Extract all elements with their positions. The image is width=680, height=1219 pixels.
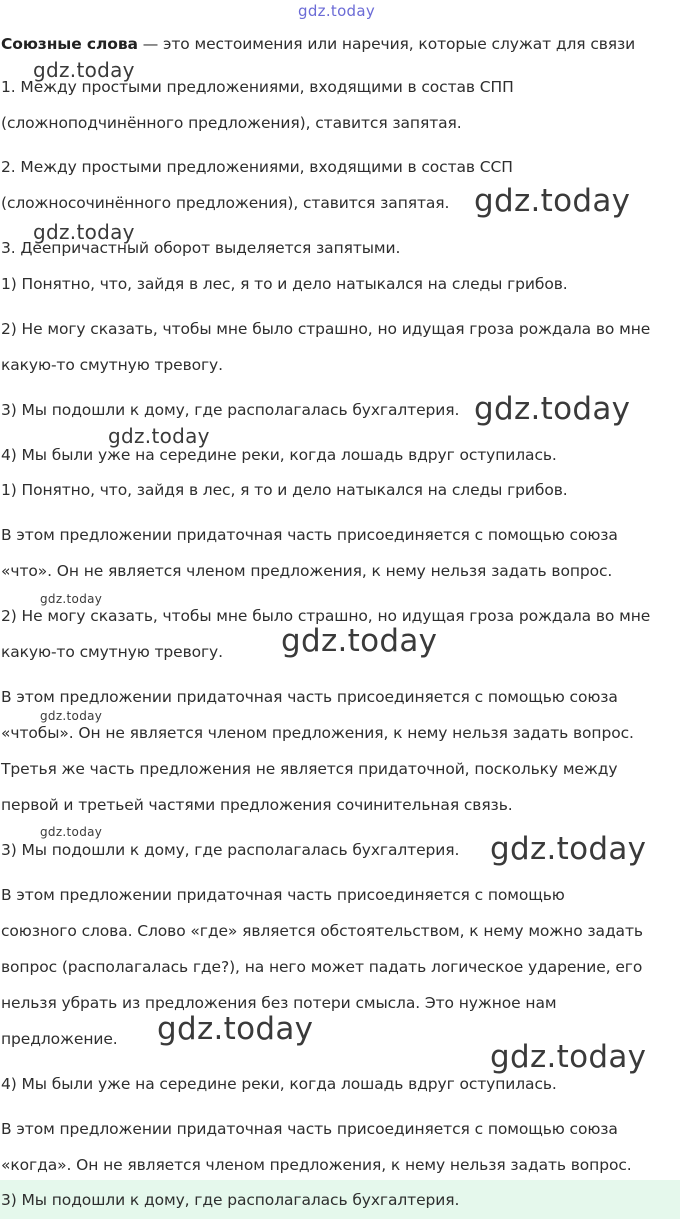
option-1: 1) Понятно, что, зайдя в лес, я то и дело натыкался на следы грибов. [1, 275, 568, 293]
analysis-1-sentence: 1) Понятно, что, зайдя в лес, я то и дело натыкался на следы грибов. [1, 481, 568, 499]
watermark: gdz.today [33, 220, 135, 244]
analysis-2-line-1: В этом предложении придаточная часть присоединяется с помощью союза [1, 688, 618, 706]
analysis-4-line-1: В этом предложении придаточная часть присоединяется с помощью союза [1, 1120, 618, 1138]
analysis-1-line-2: «что». Он не является членом предложения, к нему нельзя задать вопрос. [1, 562, 613, 580]
option-3: 3) Мы подошли к дому, где располагалась бухгалтерия. [1, 401, 460, 419]
answer-text: 3) Мы подошли к дому, где располагалась бухгалтерия. [1, 1191, 460, 1209]
watermark: gdz.today [474, 183, 631, 219]
rule-2-line-2: (сложносочинённого предложения), ставится запятая. [1, 194, 450, 212]
analysis-2-line-2: «чтобы». Он не является членом предложения, к нему нельзя задать вопрос. [1, 724, 634, 742]
analysis-2-sentence-line-1: 2) Не могу сказать, чтобы мне было страшно, но идущая гроза рождала во мне [1, 607, 651, 625]
watermark: gdz.today [281, 623, 438, 659]
analysis-3-sentence: 3) Мы подошли к дому, где располагалась бухгалтерия. [1, 841, 460, 859]
intro-rest: — это местоимения или наречия, которые служат для связи [137, 35, 636, 53]
watermark: gdz.today [40, 592, 103, 606]
watermark: gdz.today [33, 58, 135, 82]
watermark: gdz.today [108, 424, 210, 448]
analysis-4-line-2: «когда». Он не является членом предложения, к нему нельзя задать вопрос. [1, 1156, 632, 1174]
analysis-3-line-5: предложение. [1, 1030, 118, 1048]
analysis-3-line-2: союзного слова. Слово «где» является обстоятельством, к нему можно задать [1, 922, 643, 940]
analysis-3-line-1: В этом предложении придаточная часть присоединяется с помощью [1, 886, 565, 904]
analysis-2-sentence-line-2: какую-то смутную тревогу. [1, 643, 223, 661]
analysis-3-line-3: вопрос (располагалась где?), на него может падать логическое ударение, его [1, 958, 643, 976]
option-4: 4) Мы были уже на середине реки, когда лошадь вдруг оступилась. [1, 446, 557, 464]
analysis-1-line-1: В этом предложении придаточная часть присоединяется с помощью союза [1, 526, 618, 544]
intro-line [1, 34, 635, 54]
rule-1-line-2: (сложноподчинённого предложения), ставится запятая. [1, 114, 462, 132]
analysis-3-line-4: нельзя убрать из предложения без потери смысла. Это нужное нам [1, 994, 557, 1012]
option-2-line-1: 2) Не могу сказать, чтобы мне было страшно, но идущая гроза рождала во мне [1, 320, 651, 338]
watermark-top: gdz.today [298, 2, 376, 20]
watermark: gdz.today [490, 1039, 647, 1075]
watermark: gdz.today [40, 709, 103, 723]
analysis-4-sentence: 4) Мы были уже на середине реки, когда лошадь вдруг оступилась. [1, 1075, 557, 1093]
rule-2-line-1: 2. Между простыми предложениями, входящими в состав ССП [1, 158, 513, 176]
option-2-line-2: какую-то смутную тревогу. [1, 356, 223, 374]
rule-3-line: 3. Деепричастный оборот выделяется запятыми. [1, 239, 401, 257]
analysis-2-line-3: Третья же часть предложения не является придаточной, поскольку между [1, 760, 618, 778]
answer-highlight [0, 1180, 680, 1219]
rule-1-line-1: 1. Между простыми предложениями, входящими в состав СПП [1, 78, 514, 96]
watermark: gdz.today [474, 391, 631, 427]
watermark: gdz.today [490, 831, 647, 867]
analysis-2-line-4: первой и третьей частями предложения сочинительная связь. [1, 796, 513, 814]
term-bold: Союзные слова [1, 35, 138, 53]
watermark: gdz.today [157, 1011, 314, 1047]
watermark: gdz.today [40, 825, 103, 839]
